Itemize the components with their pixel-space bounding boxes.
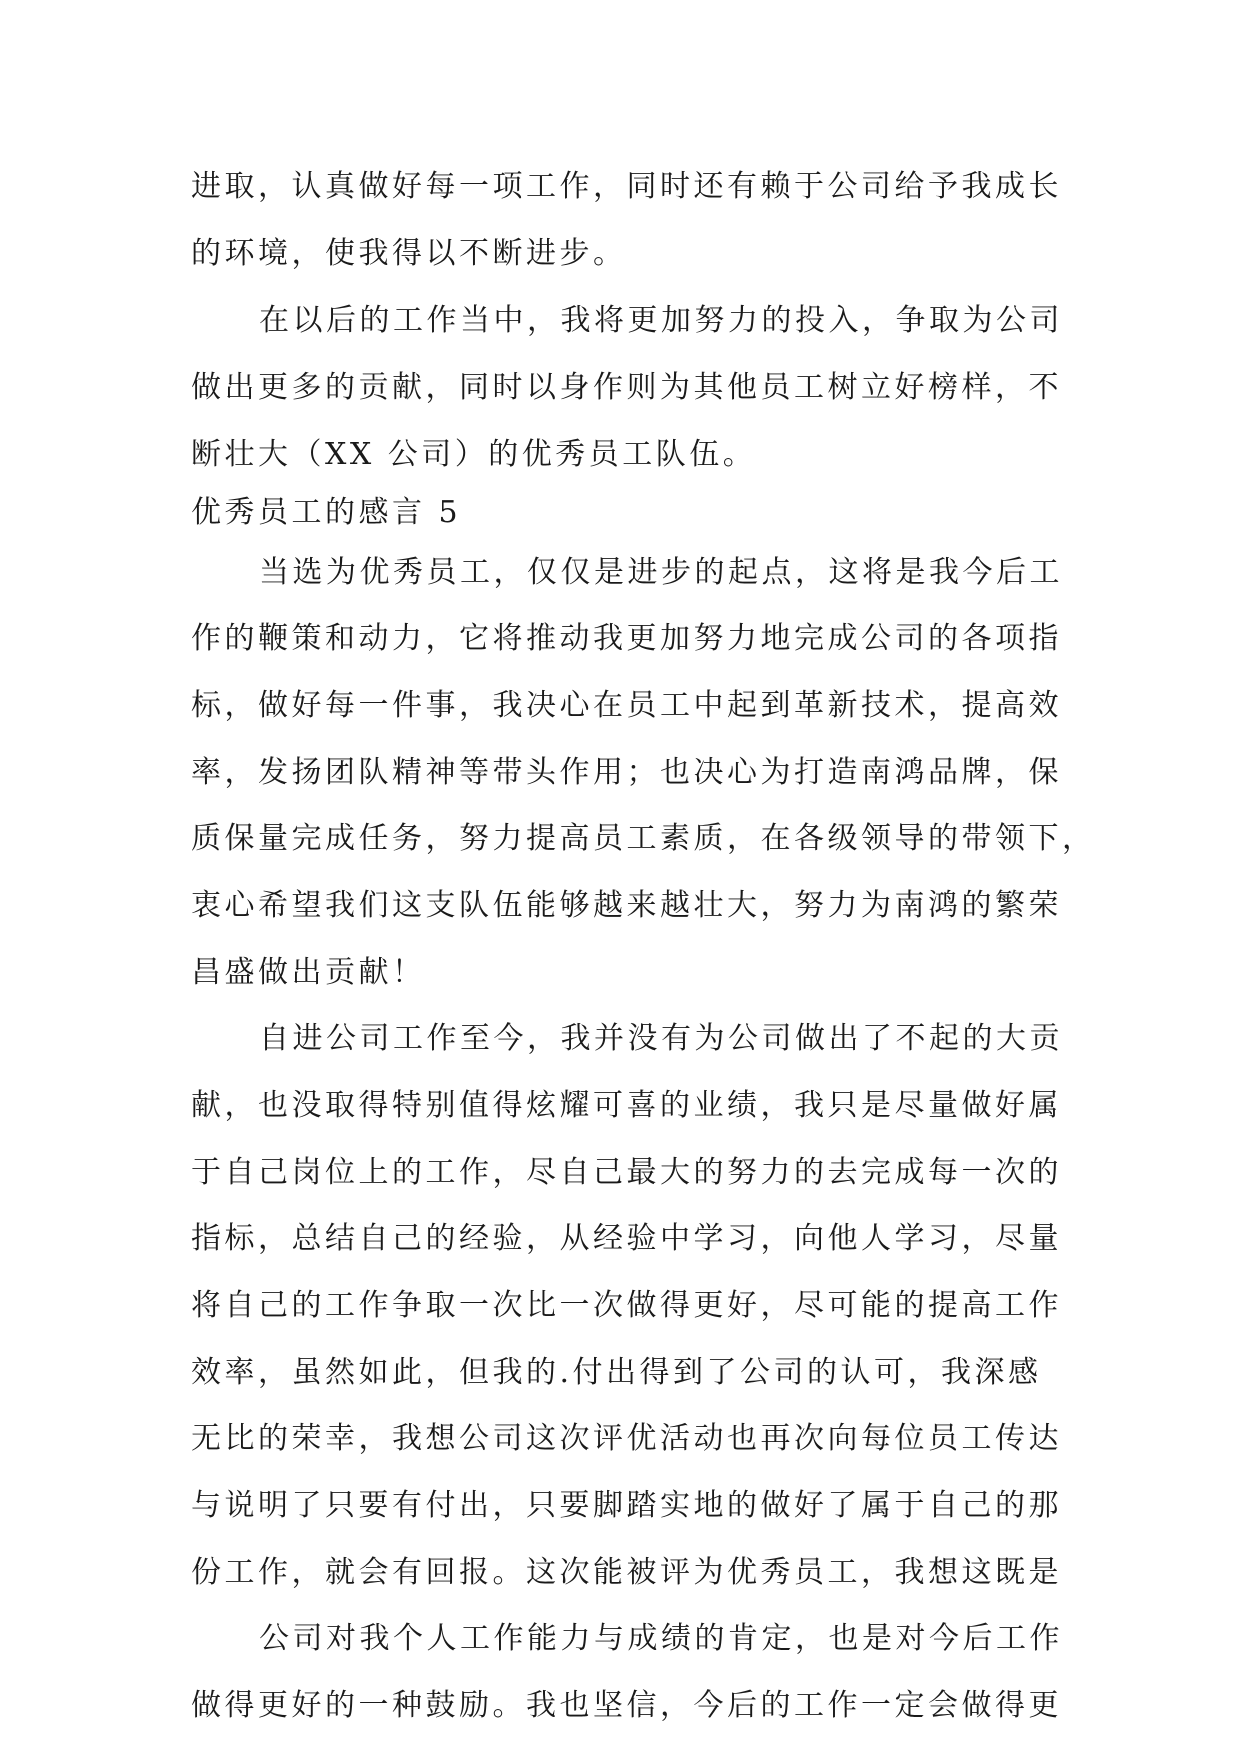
- section-heading: 优秀员工的感言 5: [191, 495, 462, 530]
- text-line: 献，也没取得特别值得炫耀可喜的业绩，我只是尽量做好属: [191, 1088, 1062, 1123]
- text-line: 效率，虽然如此，但我的.付出得到了公司的认可，我深感: [191, 1355, 1042, 1390]
- text-line: 将自己的工作争取一次比一次做得更好，尽可能的提高工作: [191, 1288, 1062, 1323]
- paragraph-start-line: 在以后的工作当中，我将更加努力的投入，争取为公司: [259, 303, 1063, 338]
- text-line: 指标，总结自己的经验，从经验中学习，向他人学习，尽量: [191, 1221, 1062, 1256]
- text-line: 率，发扬团队精神等带头作用；也决心为打造南鸿品牌，保: [191, 755, 1062, 790]
- text-line: 作的鞭策和动力，它将推动我更加努力地完成公司的各项指: [191, 621, 1062, 656]
- text-line: 断壮大（XX 公司）的优秀员工队伍。: [191, 437, 757, 472]
- text-line: 份工作，就会有回报。这次能被评为优秀员工，我想这既是: [191, 1555, 1062, 1590]
- text-line: 标，做好每一件事，我决心在员工中起到革新技术，提高效: [191, 688, 1062, 723]
- text-line: 做出更多的贡献，同时以身作则为其他员工树立好榜样，不: [191, 370, 1062, 405]
- paragraph-start-line: 自进公司工作至今，我并没有为公司做出了不起的大贡: [259, 1021, 1063, 1056]
- text-line: 无比的荣幸，我想公司这次评优活动也再次向每位员工传达: [191, 1421, 1062, 1456]
- text-line: 进取，认真做好每一项工作，同时还有赖于公司给予我成长: [191, 169, 1062, 204]
- text-line: 于自己岗位上的工作，尽自己最大的努力的去完成每一次的: [191, 1155, 1062, 1190]
- paragraph-start-line: 公司对我个人工作能力与成绩的肯定，也是对今后工作: [259, 1621, 1063, 1656]
- text-line: 的环境，使我得以不断进步。: [191, 236, 627, 271]
- paragraph-start-line: 当选为优秀员工，仅仅是进步的起点，这将是我今后工: [259, 555, 1063, 590]
- text-line: 昌盛做出贡献！: [191, 955, 426, 990]
- text-line: 衷心希望我们这支队伍能够越来越壮大，努力为南鸿的繁荣: [191, 888, 1062, 923]
- text-line: 与说明了只要有付出，只要脚踏实地的做好了属于自己的那: [191, 1488, 1062, 1523]
- text-line: 质保量完成任务，努力提高员工素质，在各级领导的带领下，: [191, 821, 1096, 856]
- text-line: 做得更好的一种鼓励。我也坚信，今后的工作一定会做得更: [191, 1688, 1062, 1723]
